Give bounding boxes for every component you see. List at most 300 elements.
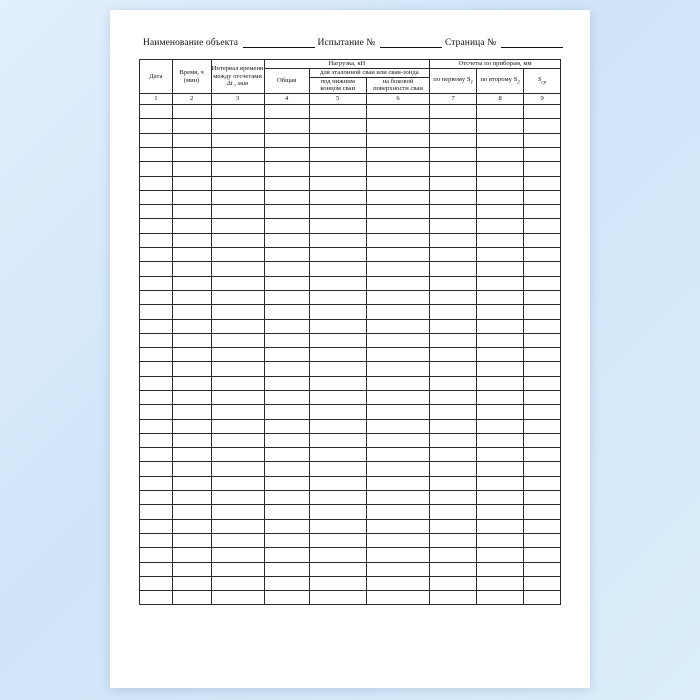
- table-cell[interactable]: [366, 233, 429, 247]
- table-cell[interactable]: [172, 533, 211, 547]
- table-cell[interactable]: [211, 305, 264, 319]
- table-cell[interactable]: [430, 505, 477, 519]
- table-cell[interactable]: [140, 248, 173, 262]
- table-cell[interactable]: [524, 548, 561, 562]
- table-row[interactable]: [140, 448, 561, 462]
- table-cell[interactable]: [430, 405, 477, 419]
- table-cell[interactable]: [524, 176, 561, 190]
- table-cell[interactable]: [477, 576, 524, 590]
- table-cell[interactable]: [430, 219, 477, 233]
- table-cell[interactable]: [430, 105, 477, 119]
- table-cell[interactable]: [430, 133, 477, 147]
- table-row[interactable]: [140, 133, 561, 147]
- table-cell[interactable]: [309, 305, 366, 319]
- table-cell[interactable]: [211, 205, 264, 219]
- table-cell[interactable]: [366, 405, 429, 419]
- table-cell[interactable]: [264, 276, 309, 290]
- table-cell[interactable]: [140, 591, 173, 605]
- table-cell[interactable]: [524, 147, 561, 161]
- table-cell[interactable]: [140, 233, 173, 247]
- table-cell[interactable]: [211, 248, 264, 262]
- table-cell[interactable]: [172, 105, 211, 119]
- table-cell[interactable]: [140, 176, 173, 190]
- table-cell[interactable]: [524, 505, 561, 519]
- table-row[interactable]: [140, 205, 561, 219]
- table-cell[interactable]: [264, 333, 309, 347]
- table-cell[interactable]: [172, 348, 211, 362]
- table-cell[interactable]: [140, 391, 173, 405]
- table-cell[interactable]: [366, 290, 429, 304]
- table-row[interactable]: [140, 233, 561, 247]
- table-cell[interactable]: [430, 262, 477, 276]
- table-cell[interactable]: [264, 119, 309, 133]
- table-cell[interactable]: [140, 548, 173, 562]
- table-cell[interactable]: [172, 419, 211, 433]
- table-cell[interactable]: [366, 491, 429, 505]
- table-cell[interactable]: [309, 233, 366, 247]
- table-cell[interactable]: [264, 190, 309, 204]
- table-cell[interactable]: [309, 405, 366, 419]
- table-cell[interactable]: [430, 276, 477, 290]
- table-cell[interactable]: [172, 562, 211, 576]
- table-cell[interactable]: [366, 147, 429, 161]
- table-cell[interactable]: [172, 190, 211, 204]
- table-cell[interactable]: [172, 319, 211, 333]
- table-row[interactable]: [140, 548, 561, 562]
- table-cell[interactable]: [264, 133, 309, 147]
- table-cell[interactable]: [309, 348, 366, 362]
- table-row[interactable]: [140, 147, 561, 161]
- table-cell[interactable]: [264, 362, 309, 376]
- table-row[interactable]: [140, 376, 561, 390]
- table-cell[interactable]: [309, 591, 366, 605]
- table-cell[interactable]: [524, 376, 561, 390]
- table-cell[interactable]: [430, 476, 477, 490]
- table-cell[interactable]: [477, 233, 524, 247]
- table-cell[interactable]: [524, 276, 561, 290]
- table-cell[interactable]: [264, 519, 309, 533]
- table-cell[interactable]: [264, 176, 309, 190]
- table-cell[interactable]: [477, 305, 524, 319]
- table-row[interactable]: [140, 533, 561, 547]
- table-row[interactable]: [140, 476, 561, 490]
- table-cell[interactable]: [309, 505, 366, 519]
- table-cell[interactable]: [264, 419, 309, 433]
- table-cell[interactable]: [172, 433, 211, 447]
- table-cell[interactable]: [366, 248, 429, 262]
- table-row[interactable]: [140, 405, 561, 419]
- table-cell[interactable]: [366, 376, 429, 390]
- table-cell[interactable]: [211, 290, 264, 304]
- table-cell[interactable]: [211, 548, 264, 562]
- table-cell[interactable]: [477, 147, 524, 161]
- table-cell[interactable]: [524, 190, 561, 204]
- table-cell[interactable]: [524, 333, 561, 347]
- table-cell[interactable]: [430, 319, 477, 333]
- table-cell[interactable]: [211, 133, 264, 147]
- table-cell[interactable]: [264, 576, 309, 590]
- table-cell[interactable]: [140, 405, 173, 419]
- table-cell[interactable]: [172, 290, 211, 304]
- table-cell[interactable]: [172, 362, 211, 376]
- table-cell[interactable]: [309, 362, 366, 376]
- header-blank-test[interactable]: [380, 38, 442, 48]
- table-cell[interactable]: [140, 133, 173, 147]
- table-cell[interactable]: [211, 591, 264, 605]
- table-cell[interactable]: [477, 376, 524, 390]
- table-cell[interactable]: [477, 333, 524, 347]
- table-cell[interactable]: [140, 348, 173, 362]
- table-cell[interactable]: [172, 219, 211, 233]
- table-cell[interactable]: [264, 562, 309, 576]
- table-cell[interactable]: [477, 476, 524, 490]
- table-cell[interactable]: [524, 162, 561, 176]
- table-cell[interactable]: [140, 476, 173, 490]
- table-row[interactable]: [140, 433, 561, 447]
- table-cell[interactable]: [366, 576, 429, 590]
- table-cell[interactable]: [264, 433, 309, 447]
- table-cell[interactable]: [309, 576, 366, 590]
- table-cell[interactable]: [430, 162, 477, 176]
- table-cell[interactable]: [264, 147, 309, 161]
- header-blank-object[interactable]: [243, 38, 315, 48]
- table-cell[interactable]: [430, 419, 477, 433]
- table-row[interactable]: [140, 176, 561, 190]
- table-cell[interactable]: [477, 548, 524, 562]
- table-cell[interactable]: [172, 462, 211, 476]
- table-cell[interactable]: [140, 219, 173, 233]
- table-cell[interactable]: [430, 205, 477, 219]
- table-cell[interactable]: [430, 562, 477, 576]
- table-row[interactable]: [140, 576, 561, 590]
- table-cell[interactable]: [524, 391, 561, 405]
- table-cell[interactable]: [524, 591, 561, 605]
- table-cell[interactable]: [140, 276, 173, 290]
- table-cell[interactable]: [309, 147, 366, 161]
- table-cell[interactable]: [264, 105, 309, 119]
- table-cell[interactable]: [366, 262, 429, 276]
- table-cell[interactable]: [309, 219, 366, 233]
- table-cell[interactable]: [524, 562, 561, 576]
- table-cell[interactable]: [430, 548, 477, 562]
- table-cell[interactable]: [524, 448, 561, 462]
- table-cell[interactable]: [264, 348, 309, 362]
- table-cell[interactable]: [264, 248, 309, 262]
- table-row[interactable]: [140, 276, 561, 290]
- table-cell[interactable]: [264, 391, 309, 405]
- table-cell[interactable]: [366, 176, 429, 190]
- table-cell[interactable]: [524, 348, 561, 362]
- table-cell[interactable]: [366, 276, 429, 290]
- table-row[interactable]: [140, 290, 561, 304]
- table-cell[interactable]: [172, 448, 211, 462]
- table-cell[interactable]: [524, 262, 561, 276]
- table-cell[interactable]: [430, 519, 477, 533]
- table-cell[interactable]: [430, 391, 477, 405]
- table-cell[interactable]: [477, 133, 524, 147]
- table-cell[interactable]: [211, 533, 264, 547]
- table-row[interactable]: [140, 348, 561, 362]
- table-cell[interactable]: [172, 162, 211, 176]
- table-cell[interactable]: [366, 505, 429, 519]
- table-cell[interactable]: [477, 591, 524, 605]
- table-cell[interactable]: [211, 576, 264, 590]
- table-cell[interactable]: [140, 119, 173, 133]
- table-cell[interactable]: [309, 533, 366, 547]
- table-cell[interactable]: [477, 562, 524, 576]
- table-cell[interactable]: [264, 462, 309, 476]
- table-cell[interactable]: [524, 119, 561, 133]
- table-cell[interactable]: [430, 190, 477, 204]
- table-cell[interactable]: [366, 591, 429, 605]
- table-cell[interactable]: [366, 205, 429, 219]
- table-cell[interactable]: [477, 433, 524, 447]
- table-cell[interactable]: [264, 476, 309, 490]
- table-cell[interactable]: [366, 305, 429, 319]
- table-row[interactable]: [140, 333, 561, 347]
- table-cell[interactable]: [211, 176, 264, 190]
- table-row[interactable]: [140, 248, 561, 262]
- table-cell[interactable]: [172, 519, 211, 533]
- table-cell[interactable]: [140, 147, 173, 161]
- table-row[interactable]: [140, 491, 561, 505]
- table-cell[interactable]: [140, 433, 173, 447]
- table-cell[interactable]: [524, 305, 561, 319]
- table-cell[interactable]: [366, 448, 429, 462]
- table-cell[interactable]: [264, 591, 309, 605]
- table-cell[interactable]: [211, 405, 264, 419]
- table-cell[interactable]: [477, 290, 524, 304]
- table-cell[interactable]: [140, 519, 173, 533]
- table-cell[interactable]: [140, 290, 173, 304]
- table-cell[interactable]: [430, 147, 477, 161]
- table-cell[interactable]: [172, 119, 211, 133]
- table-cell[interactable]: [524, 476, 561, 490]
- table-cell[interactable]: [366, 476, 429, 490]
- table-cell[interactable]: [211, 233, 264, 247]
- table-cell[interactable]: [477, 190, 524, 204]
- table-row[interactable]: [140, 162, 561, 176]
- table-cell[interactable]: [172, 248, 211, 262]
- table-row[interactable]: [140, 105, 561, 119]
- table-cell[interactable]: [172, 333, 211, 347]
- table-cell[interactable]: [211, 162, 264, 176]
- table-cell[interactable]: [309, 162, 366, 176]
- table-cell[interactable]: [211, 562, 264, 576]
- table-cell[interactable]: [140, 319, 173, 333]
- table-cell[interactable]: [366, 219, 429, 233]
- table-cell[interactable]: [140, 190, 173, 204]
- table-cell[interactable]: [366, 105, 429, 119]
- table-cell[interactable]: [430, 248, 477, 262]
- table-cell[interactable]: [477, 162, 524, 176]
- table-cell[interactable]: [477, 176, 524, 190]
- table-cell[interactable]: [172, 476, 211, 490]
- table-cell[interactable]: [309, 248, 366, 262]
- table-row[interactable]: [140, 591, 561, 605]
- table-row[interactable]: [140, 462, 561, 476]
- table-cell[interactable]: [309, 476, 366, 490]
- table-cell[interactable]: [366, 548, 429, 562]
- table-cell[interactable]: [309, 462, 366, 476]
- table-cell[interactable]: [430, 119, 477, 133]
- table-cell[interactable]: [477, 276, 524, 290]
- table-cell[interactable]: [366, 433, 429, 447]
- table-cell[interactable]: [211, 190, 264, 204]
- table-cell[interactable]: [524, 290, 561, 304]
- table-cell[interactable]: [140, 448, 173, 462]
- table-row[interactable]: [140, 190, 561, 204]
- table-cell[interactable]: [211, 119, 264, 133]
- table-cell[interactable]: [477, 319, 524, 333]
- table-cell[interactable]: [264, 233, 309, 247]
- table-cell[interactable]: [477, 448, 524, 462]
- table-cell[interactable]: [172, 548, 211, 562]
- table-cell[interactable]: [172, 133, 211, 147]
- table-cell[interactable]: [172, 591, 211, 605]
- table-row[interactable]: [140, 562, 561, 576]
- table-cell[interactable]: [211, 348, 264, 362]
- table-cell[interactable]: [477, 391, 524, 405]
- table-cell[interactable]: [172, 147, 211, 161]
- table-cell[interactable]: [211, 262, 264, 276]
- table-cell[interactable]: [524, 462, 561, 476]
- table-cell[interactable]: [264, 505, 309, 519]
- table-cell[interactable]: [264, 533, 309, 547]
- table-cell[interactable]: [366, 419, 429, 433]
- table-cell[interactable]: [477, 119, 524, 133]
- table-cell[interactable]: [309, 119, 366, 133]
- table-cell[interactable]: [366, 362, 429, 376]
- table-cell[interactable]: [211, 433, 264, 447]
- table-cell[interactable]: [430, 362, 477, 376]
- table-cell[interactable]: [211, 333, 264, 347]
- table-cell[interactable]: [140, 162, 173, 176]
- table-row[interactable]: [140, 391, 561, 405]
- table-cell[interactable]: [172, 233, 211, 247]
- table-cell[interactable]: [366, 319, 429, 333]
- table-cell[interactable]: [140, 333, 173, 347]
- table-row[interactable]: [140, 519, 561, 533]
- table-cell[interactable]: [477, 533, 524, 547]
- table-cell[interactable]: [477, 462, 524, 476]
- table-cell[interactable]: [524, 419, 561, 433]
- header-blank-page[interactable]: [501, 38, 563, 48]
- table-row[interactable]: [140, 419, 561, 433]
- table-cell[interactable]: [309, 433, 366, 447]
- table-cell[interactable]: [430, 290, 477, 304]
- table-cell[interactable]: [430, 333, 477, 347]
- table-cell[interactable]: [524, 219, 561, 233]
- table-row[interactable]: [140, 262, 561, 276]
- table-cell[interactable]: [309, 105, 366, 119]
- table-cell[interactable]: [140, 419, 173, 433]
- table-cell[interactable]: [309, 333, 366, 347]
- table-cell[interactable]: [172, 305, 211, 319]
- table-cell[interactable]: [309, 448, 366, 462]
- table-cell[interactable]: [309, 176, 366, 190]
- table-cell[interactable]: [366, 133, 429, 147]
- table-cell[interactable]: [172, 576, 211, 590]
- table-cell[interactable]: [309, 519, 366, 533]
- table-cell[interactable]: [477, 491, 524, 505]
- table-cell[interactable]: [309, 290, 366, 304]
- table-cell[interactable]: [264, 290, 309, 304]
- table-cell[interactable]: [309, 133, 366, 147]
- table-cell[interactable]: [264, 548, 309, 562]
- table-cell[interactable]: [366, 119, 429, 133]
- table-cell[interactable]: [264, 376, 309, 390]
- table-cell[interactable]: [309, 376, 366, 390]
- table-cell[interactable]: [211, 147, 264, 161]
- table-cell[interactable]: [430, 233, 477, 247]
- table-cell[interactable]: [264, 305, 309, 319]
- table-row[interactable]: [140, 119, 561, 133]
- table-cell[interactable]: [524, 319, 561, 333]
- table-cell[interactable]: [172, 391, 211, 405]
- table-cell[interactable]: [524, 105, 561, 119]
- table-cell[interactable]: [477, 205, 524, 219]
- table-cell[interactable]: [477, 348, 524, 362]
- table-cell[interactable]: [366, 519, 429, 533]
- table-cell[interactable]: [172, 376, 211, 390]
- table-cell[interactable]: [366, 190, 429, 204]
- table-cell[interactable]: [211, 319, 264, 333]
- table-cell[interactable]: [211, 491, 264, 505]
- table-cell[interactable]: [477, 105, 524, 119]
- table-cell[interactable]: [309, 319, 366, 333]
- table-cell[interactable]: [211, 276, 264, 290]
- table-cell[interactable]: [524, 519, 561, 533]
- table-cell[interactable]: [140, 262, 173, 276]
- table-cell[interactable]: [366, 348, 429, 362]
- table-cell[interactable]: [430, 433, 477, 447]
- table-cell[interactable]: [264, 319, 309, 333]
- table-cell[interactable]: [140, 576, 173, 590]
- table-cell[interactable]: [477, 519, 524, 533]
- table-cell[interactable]: [524, 405, 561, 419]
- table-cell[interactable]: [172, 405, 211, 419]
- table-cell[interactable]: [309, 491, 366, 505]
- table-cell[interactable]: [211, 448, 264, 462]
- table-cell[interactable]: [264, 448, 309, 462]
- table-cell[interactable]: [172, 205, 211, 219]
- table-cell[interactable]: [264, 162, 309, 176]
- table-cell[interactable]: [366, 562, 429, 576]
- table-cell[interactable]: [524, 362, 561, 376]
- table-cell[interactable]: [477, 405, 524, 419]
- table-cell[interactable]: [211, 105, 264, 119]
- table-row[interactable]: [140, 505, 561, 519]
- table-cell[interactable]: [264, 491, 309, 505]
- table-cell[interactable]: [430, 448, 477, 462]
- table-cell[interactable]: [477, 248, 524, 262]
- table-cell[interactable]: [140, 376, 173, 390]
- table-cell[interactable]: [211, 505, 264, 519]
- table-cell[interactable]: [524, 248, 561, 262]
- table-cell[interactable]: [211, 419, 264, 433]
- table-cell[interactable]: [430, 491, 477, 505]
- table-cell[interactable]: [140, 491, 173, 505]
- table-cell[interactable]: [524, 533, 561, 547]
- table-cell[interactable]: [140, 105, 173, 119]
- table-cell[interactable]: [524, 433, 561, 447]
- table-cell[interactable]: [366, 391, 429, 405]
- table-cell[interactable]: [140, 305, 173, 319]
- table-cell[interactable]: [366, 533, 429, 547]
- table-cell[interactable]: [264, 262, 309, 276]
- table-cell[interactable]: [524, 133, 561, 147]
